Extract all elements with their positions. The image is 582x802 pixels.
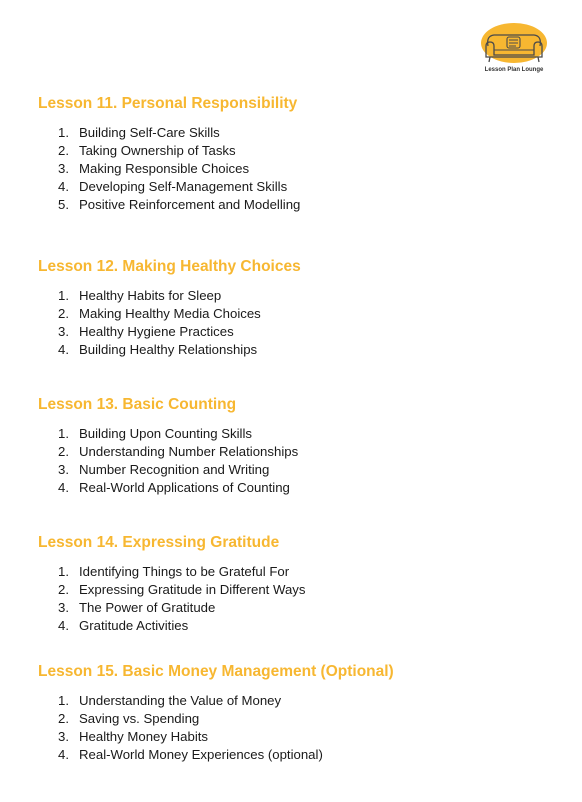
topic-list — [38, 692, 558, 764]
brand-logo — [478, 22, 550, 78]
item-number: 3. — [58, 729, 69, 744]
list-item — [38, 479, 558, 497]
item-text: The Power of Gratitude — [79, 600, 216, 615]
item-text: Making Healthy Media Choices — [79, 306, 261, 321]
item-text: Healthy Money Habits — [79, 729, 209, 744]
list-item — [38, 461, 558, 479]
item-number: 1. — [58, 288, 69, 303]
list-item — [38, 617, 558, 635]
item-text: Healthy Habits for Sleep — [79, 288, 222, 303]
topic-list — [38, 563, 558, 635]
item-number: 3. — [58, 462, 69, 477]
lesson-14-section — [38, 533, 558, 635]
item-text: Saving vs. Spending — [79, 711, 200, 726]
item-number: 4. — [58, 179, 69, 194]
item-number: 2. — [58, 306, 69, 321]
list-item — [38, 599, 558, 617]
list-item — [38, 160, 558, 178]
item-text: Building Upon Counting Skills — [79, 426, 253, 441]
list-item — [38, 728, 558, 746]
item-number: 3. — [58, 324, 69, 339]
item-text: Understanding Number Relationships — [79, 444, 299, 459]
lesson-12-section — [38, 257, 558, 359]
item-number: 3. — [58, 161, 69, 176]
item-text: Healthy Hygiene Practices — [79, 324, 234, 339]
list-item — [38, 581, 558, 599]
item-number: 2. — [58, 444, 69, 459]
list-item — [38, 196, 558, 214]
lesson-11-section — [38, 94, 558, 214]
item-text: Understanding the Value of Money — [79, 693, 282, 708]
topic-list — [38, 425, 558, 497]
item-text: Building Healthy Relationships — [79, 342, 258, 357]
item-text: Gratitude Activities — [79, 618, 189, 633]
item-text: Taking Ownership of Tasks — [79, 143, 236, 158]
item-number: 4. — [58, 342, 69, 357]
item-text: Positive Reinforcement and Modelling — [79, 197, 301, 212]
item-text: Expressing Gratitude in Different Ways — [79, 582, 306, 597]
lesson-13-section — [38, 395, 558, 497]
list-item — [38, 443, 558, 461]
item-number: 1. — [58, 426, 69, 441]
list-item — [38, 341, 558, 359]
item-number: 5. — [58, 197, 69, 212]
lesson-title: Lesson 14. Expressing Gratitude — [38, 534, 280, 551]
item-text: Identifying Things to be Grateful For — [79, 564, 290, 579]
lesson-title: Lesson 15. Basic Money Management (Optional) — [38, 663, 394, 680]
item-number: 2. — [58, 143, 69, 158]
item-number: 1. — [58, 125, 69, 140]
logo-text: Lesson Plan Lounge — [484, 67, 544, 73]
list-item — [38, 287, 558, 305]
sofa-icon — [478, 22, 550, 68]
item-number: 1. — [58, 564, 69, 579]
list-item — [38, 142, 558, 160]
item-text: Real-World Applications of Counting — [79, 480, 290, 495]
lesson-title: Lesson 11. Personal Responsibility — [38, 95, 298, 112]
lesson-title: Lesson 13. Basic Counting — [38, 396, 237, 413]
item-text: Number Recognition and Writing — [79, 462, 270, 477]
item-number: 1. — [58, 693, 69, 708]
item-text: Developing Self-Management Skills — [79, 179, 288, 194]
topic-list — [38, 124, 558, 214]
list-item — [38, 746, 558, 764]
list-item — [38, 692, 558, 710]
list-item — [38, 563, 558, 581]
list-item — [38, 124, 558, 142]
item-text: Real-World Money Experiences (optional) — [79, 747, 323, 762]
item-number: 4. — [58, 618, 69, 633]
item-text: Building Self-Care Skills — [79, 125, 220, 140]
item-number: 4. — [58, 480, 69, 495]
item-number: 4. — [58, 747, 69, 762]
list-item — [38, 710, 558, 728]
lesson-title: Lesson 12. Making Healthy Choices — [38, 258, 301, 275]
list-item — [38, 305, 558, 323]
item-text: Making Responsible Choices — [79, 161, 250, 176]
list-item — [38, 178, 558, 196]
list-item — [38, 425, 558, 443]
item-number: 2. — [58, 582, 69, 597]
list-item — [38, 323, 558, 341]
lesson-15-section — [38, 662, 558, 764]
topic-list — [38, 287, 558, 359]
item-number: 2. — [58, 711, 69, 726]
item-number: 3. — [58, 600, 69, 615]
